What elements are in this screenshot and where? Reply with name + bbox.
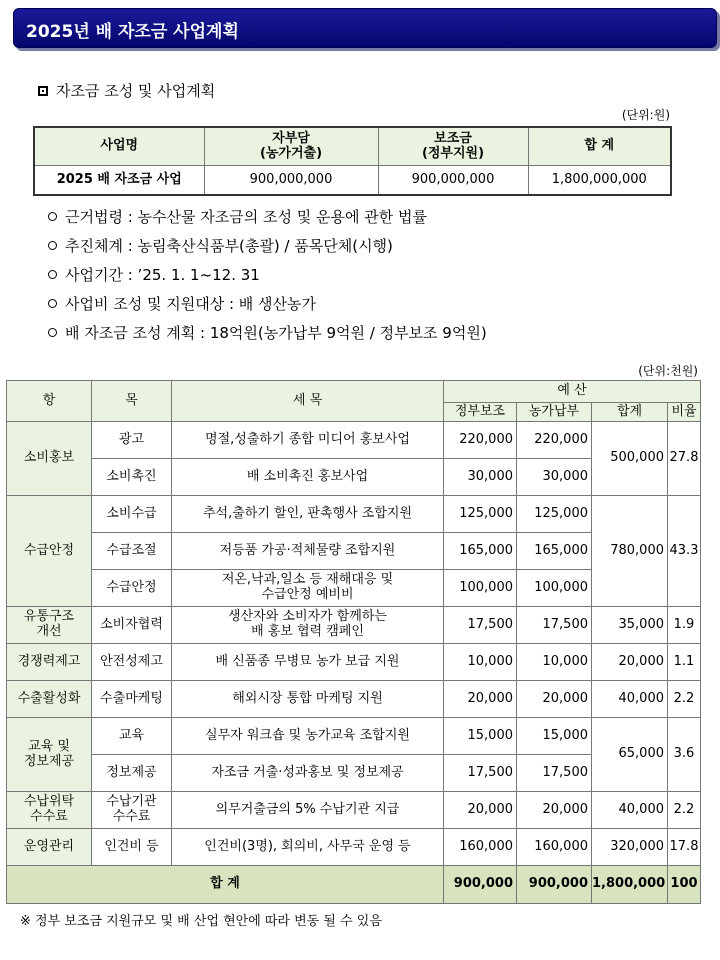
ratio-cell: 2.2 [668, 681, 701, 718]
table-row [7, 422, 701, 459]
circle-bullet-icon [48, 212, 57, 221]
total-cell: 40,000 [592, 681, 668, 718]
header-self-pay: 자부담 (농가거출) [204, 127, 378, 166]
farm-cell: 125,000 [517, 496, 592, 533]
total-cell: 35,000 [592, 607, 668, 644]
summary-data-row [34, 166, 671, 196]
semok-cell: 생산자와 소비자가 함께하는 배 홍보 협력 캠페인 [172, 607, 444, 644]
gov-cell: 30,000 [444, 459, 517, 496]
circle-bullet-icon [48, 241, 57, 250]
section-heading [38, 80, 215, 101]
hang-cell: 수납위탁 수수료 [7, 792, 92, 829]
budget-header-row [7, 381, 701, 403]
gov-cell: 17,500 [444, 755, 517, 792]
circle-bullet-icon [48, 328, 57, 337]
gov-cell: 100,000 [444, 570, 517, 607]
header-ratio: 비율 [668, 403, 701, 422]
semok-cell: 자조금 거출·성과홍보 및 정보제공 [172, 755, 444, 792]
farm-cell: 15,000 [517, 718, 592, 755]
gov-cell: 220,000 [444, 422, 517, 459]
budget-unit-label: (단위:천원) [638, 364, 698, 378]
total-ratio-cell: 100 [668, 866, 701, 904]
list-item: 근거법령 : 농수산물 자조금의 조성 및 운용에 관한 법률 [48, 206, 487, 235]
total-cell: 1,800,000,000 [528, 166, 671, 196]
farm-cell: 17,500 [517, 607, 592, 644]
mok-cell: 수급안정 [92, 570, 172, 607]
semok-cell: 저온,낙과,일소 등 재해대응 및 수급안정 예비비 [172, 570, 444, 607]
total-cell: 65,000 [592, 718, 668, 792]
farm-cell: 30,000 [517, 459, 592, 496]
hang-cell: 경쟁력제고 [7, 644, 92, 681]
hang-cell: 교육 및 정보제공 [7, 718, 92, 792]
header-gov: 정부보조 [444, 403, 517, 422]
table-row [7, 607, 701, 644]
ratio-cell: 1.9 [668, 607, 701, 644]
header-project-name: 사업명 [34, 127, 204, 166]
mok-cell: 소비자협력 [92, 607, 172, 644]
gov-cell: 15,000 [444, 718, 517, 755]
page-title: 2025년 배 자조금 사업계획 [26, 22, 239, 42]
list-item: 사업기간 : ’25. 1. 1~12. 31 [48, 264, 487, 293]
total-cell: 320,000 [592, 829, 668, 866]
circle-bullet-icon [48, 299, 57, 308]
subsidy-cell: 900,000,000 [378, 166, 528, 196]
hang-cell: 소비홍보 [7, 422, 92, 496]
mok-cell: 소비수급 [92, 496, 172, 533]
semok-cell: 배 신품종 무병묘 농가 보급 지원 [172, 644, 444, 681]
hang-cell: 수급안정 [7, 496, 92, 607]
gov-cell: 10,000 [444, 644, 517, 681]
table-row [7, 829, 701, 866]
self-pay-cell: 900,000,000 [204, 166, 378, 196]
square-bullet-icon [38, 86, 48, 96]
circle-bullet-icon [48, 270, 57, 279]
semok-cell: 실무자 워크숍 및 농가교육 조합지원 [172, 718, 444, 755]
project-name-cell: 2025 배 자조금 사업 [34, 166, 204, 196]
gov-cell: 160,000 [444, 829, 517, 866]
header-semok: 세 목 [172, 381, 444, 422]
ratio-cell: 27.8 [668, 422, 701, 496]
farm-cell: 10,000 [517, 644, 592, 681]
farm-cell: 220,000 [517, 422, 592, 459]
table-row [7, 792, 701, 829]
list-item: 추진체계 : 농림축산식품부(총괄) / 품목단체(시행) [48, 235, 487, 264]
footnote: ※ 정부 보조금 지원규모 및 배 산업 현안에 따라 변동 될 수 있음 [20, 914, 382, 929]
table-row [7, 681, 701, 718]
semok-cell: 의무거출금의 5% 수납기관 지급 [172, 792, 444, 829]
section-heading-text: 자조금 조성 및 사업계획 [56, 82, 216, 100]
semok-cell: 인건비(3명), 회의비, 사무국 운영 등 [172, 829, 444, 866]
header-total: 합계 [592, 403, 668, 422]
title-banner [13, 8, 717, 48]
total-row [7, 866, 701, 904]
grand-total-cell: 1,800,000 [592, 866, 668, 904]
semok-cell: 저등품 가공·적체물량 조합지원 [172, 533, 444, 570]
total-farm-cell: 900,000 [517, 866, 592, 904]
ratio-cell: 3.6 [668, 718, 701, 792]
ratio-cell: 17.8 [668, 829, 701, 866]
farm-cell: 17,500 [517, 755, 592, 792]
header-budget: 예 산 [444, 381, 701, 403]
summary-header-row [34, 127, 671, 166]
ratio-cell: 43.3 [668, 496, 701, 607]
header-mok: 목 [92, 381, 172, 422]
mok-cell: 인건비 등 [92, 829, 172, 866]
gov-cell: 20,000 [444, 681, 517, 718]
table-row [7, 496, 701, 533]
farm-cell: 20,000 [517, 792, 592, 829]
farm-cell: 100,000 [517, 570, 592, 607]
hang-cell: 유통구조 개선 [7, 607, 92, 644]
budget-table [6, 380, 701, 904]
mok-cell: 소비촉진 [92, 459, 172, 496]
gov-cell: 20,000 [444, 792, 517, 829]
mok-cell: 수급조절 [92, 533, 172, 570]
header-subsidy: 보조금 (정부지원) [378, 127, 528, 166]
total-cell: 40,000 [592, 792, 668, 829]
list-item: 사업비 조성 및 지원대상 : 배 생산농가 [48, 293, 487, 322]
table-row [7, 718, 701, 755]
gov-cell: 165,000 [444, 533, 517, 570]
total-label: 합 계 [7, 866, 444, 904]
total-cell: 780,000 [592, 496, 668, 607]
semok-cell: 배 소비촉진 홍보사업 [172, 459, 444, 496]
mok-cell: 안전성제고 [92, 644, 172, 681]
total-gov-cell: 900,000 [444, 866, 517, 904]
farm-cell: 160,000 [517, 829, 592, 866]
farm-cell: 165,000 [517, 533, 592, 570]
ratio-cell: 1.1 [668, 644, 701, 681]
hang-cell: 수출활성화 [7, 681, 92, 718]
summary-unit-label: (단위:원) [621, 108, 670, 122]
farm-cell: 20,000 [517, 681, 592, 718]
total-cell: 20,000 [592, 644, 668, 681]
hang-cell: 운영관리 [7, 829, 92, 866]
list-item: 배 자조금 조성 계획 : 18억원(농가납부 9억원 / 정부보조 9억원) [48, 322, 487, 351]
header-hang: 항 [7, 381, 92, 422]
gov-cell: 17,500 [444, 607, 517, 644]
mok-cell: 수납기관 수수료 [92, 792, 172, 829]
total-cell: 500,000 [592, 422, 668, 496]
mok-cell: 수출마케팅 [92, 681, 172, 718]
mok-cell: 교육 [92, 718, 172, 755]
summary-table [33, 126, 672, 196]
mok-cell: 광고 [92, 422, 172, 459]
header-total: 합 계 [528, 127, 671, 166]
ratio-cell: 2.2 [668, 792, 701, 829]
mok-cell: 정보제공 [92, 755, 172, 792]
gov-cell: 125,000 [444, 496, 517, 533]
semok-cell: 명절,성출하기 종합 미디어 홍보사업 [172, 422, 444, 459]
header-farm: 농가납부 [517, 403, 592, 422]
info-bullet-list [48, 206, 487, 351]
semok-cell: 추석,출하기 할인, 판촉행사 조합지원 [172, 496, 444, 533]
table-row [7, 644, 701, 681]
semok-cell: 해외시장 통합 마케팅 지원 [172, 681, 444, 718]
